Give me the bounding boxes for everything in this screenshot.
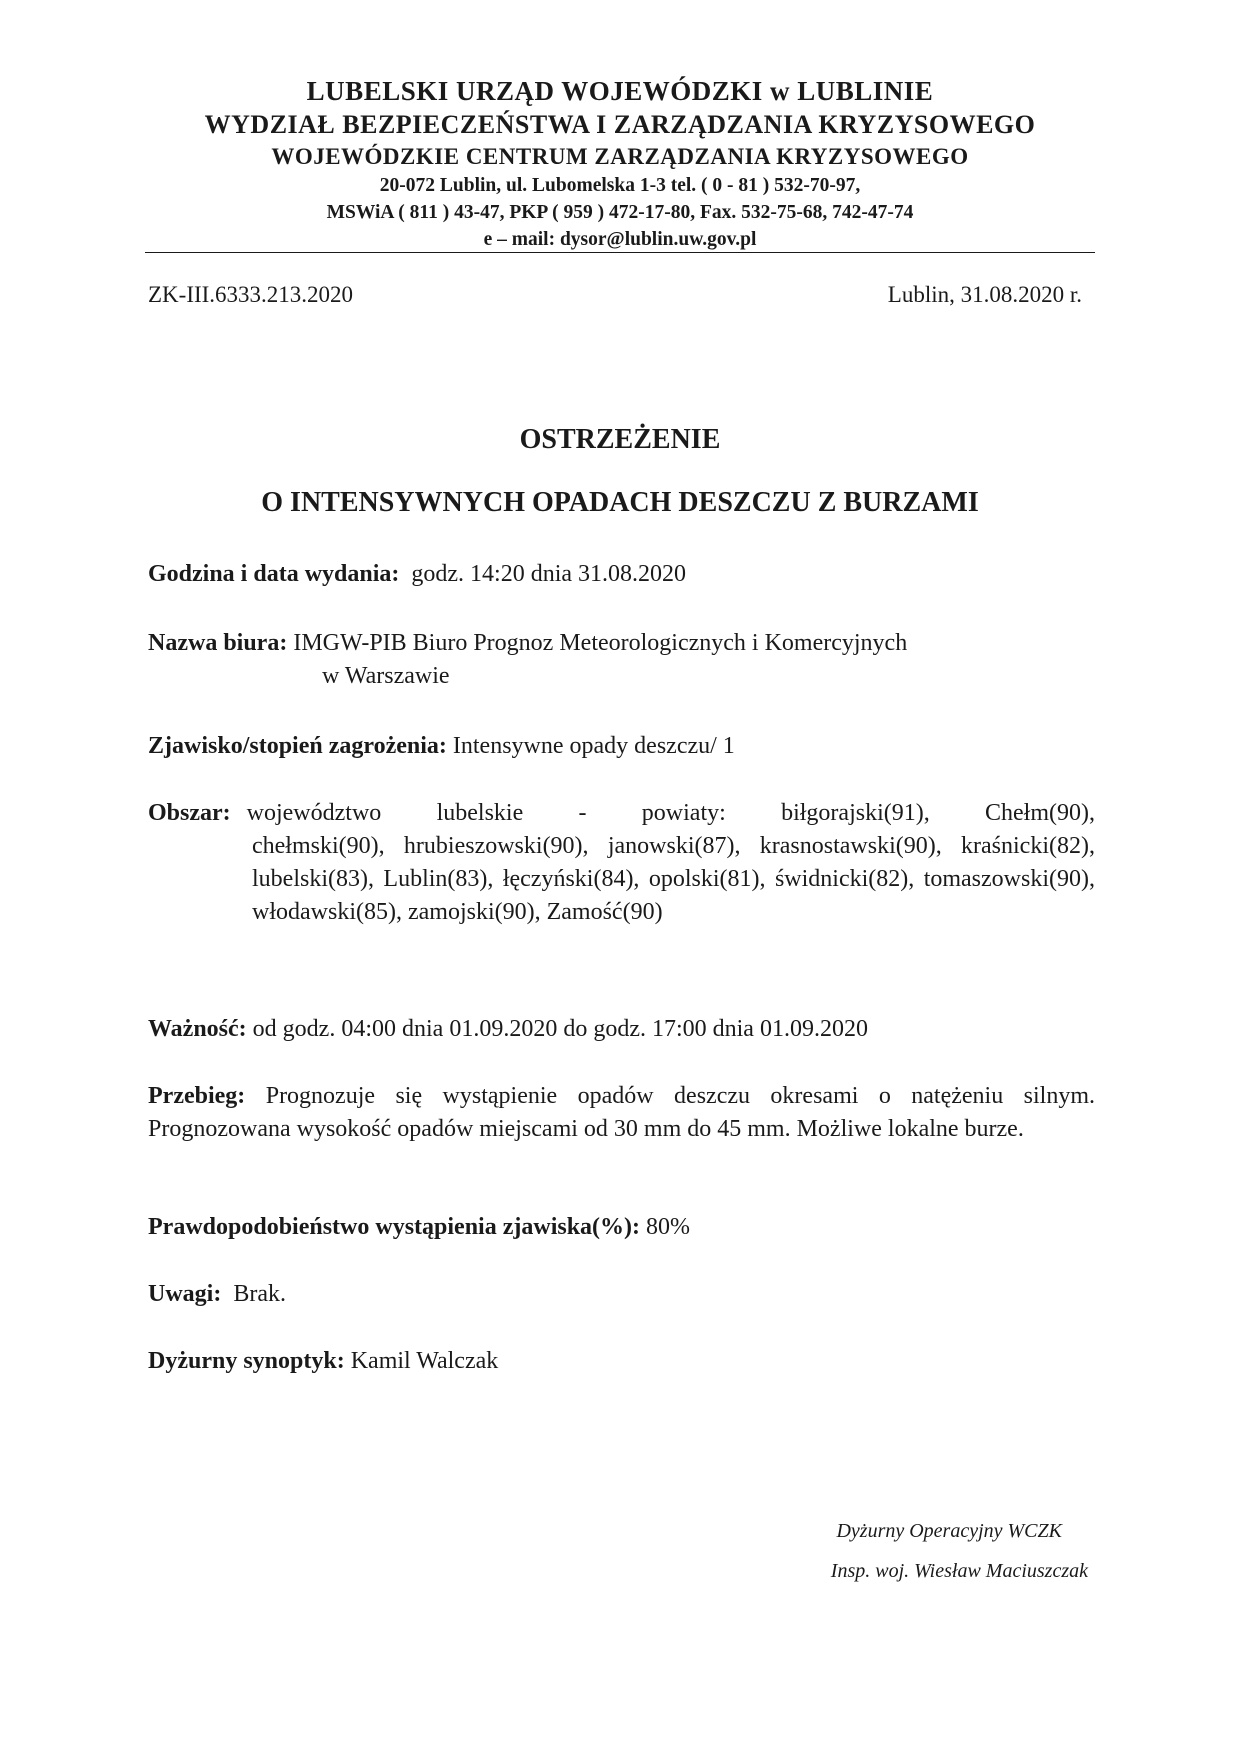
area-value-rest: chełmski(90), hrubieszowski(90), janowski(87), krasnostawski(90), kraśnicki(82), lubelski(83), Lublin(83), łęczyński(84), opolski(81), świdnicki(82), tomaszowski(90), włodawski(85), zamojski(90), Zamość(90): [252, 833, 1095, 925]
validity-section: [148, 1013, 1095, 1046]
issued-label: Godzina i data wydania:: [148, 561, 400, 587]
letterhead-center: WOJEWÓDZKIE CENTRUM ZARZĄDZANIA KRYZYSOWEGO: [271, 144, 969, 169]
letterhead-address: 20-072 Lublin, ul. Lubomelska 1-3 tel. ( 0 - 81 ) 532-70-97,: [379, 175, 861, 196]
bureau-section: [148, 627, 1095, 693]
signature-name: Insp. woj. Wiesław Maciuszczak: [830, 1560, 1088, 1582]
validity-value: od godz. 04:00 dnia 01.09.2020 do godz. 17:00 dnia 01.09.2020: [252, 1016, 868, 1042]
issued-value: godz. 14:20 dnia 31.08.2020: [411, 561, 687, 587]
document-title: OSTRZEŻENIE: [519, 424, 721, 455]
course-section: [148, 1080, 1095, 1146]
area-section: [148, 797, 1095, 929]
bureau-value-cont: w Warszawie: [322, 663, 450, 689]
probability-value: 80%: [646, 1214, 691, 1240]
place-date: Lublin, 31.08.2020 r.: [887, 282, 1082, 307]
phenomenon-label: Zjawisko/stopień zagrożenia:: [148, 733, 447, 759]
letterhead-email: e – mail: dysor@lublin.uw.gov.pl: [483, 229, 757, 250]
area-label: Obszar:: [148, 800, 231, 826]
bureau-label: Nazwa biura:: [148, 630, 288, 656]
letterhead: [145, 74, 1095, 253]
phenomenon-section: [148, 730, 1095, 763]
course-value: Prognozuje się wystąpienie opadów deszczu okresami o natężeniu silnym. Prognozowana wysokość opadów miejscami od 30 mm do 45 mm. Możliwe lokalne burze.: [148, 1083, 1095, 1142]
signature-role: Dyżurny Operacyjny WCZK: [836, 1520, 1062, 1542]
letterhead-office: LUBELSKI URZĄD WOJEWÓDZKI w LUBLINIE: [306, 76, 934, 106]
probability-label: Prawdopodobieństwo wystąpienia zjawiska(%):: [148, 1214, 641, 1240]
validity-label: Ważność:: [148, 1016, 247, 1042]
probability-section: [148, 1211, 1095, 1244]
letterhead-phones: MSWiA ( 811 ) 43-47, PKP ( 959 ) 472-17-80, Fax. 532-75-68, 742-47-74: [326, 202, 914, 223]
document-subtitle: O INTENSYWNYCH OPADACH DESZCZU Z BURZAMI: [261, 487, 979, 518]
forecaster-section: [148, 1345, 1095, 1378]
course-label: Przebieg:: [148, 1083, 246, 1109]
area-value-first: województwo lubelskie - powiaty: biłgorajski(91), Chełm(90),: [246, 800, 1095, 826]
forecaster-label: Dyżurny synoptyk:: [148, 1348, 345, 1374]
reference-number: ZK-III.6333.213.2020: [148, 282, 354, 307]
forecaster-value: Kamil Walczak: [350, 1348, 499, 1374]
remarks-label: Uwagi:: [148, 1281, 222, 1307]
issued-section: [148, 558, 1095, 591]
phenomenon-value: Intensywne opady deszczu/ 1: [452, 733, 735, 759]
letterhead-department: WYDZIAŁ BEZPIECZEŃSTWA I ZARZĄDZANIA KRYZYSOWEGO: [204, 110, 1036, 139]
remarks-section: [148, 1278, 1095, 1311]
bureau-value: IMGW-PIB Biuro Prognoz Meteorologicznych i Komercyjnych: [293, 630, 908, 656]
header-divider: [145, 252, 1095, 253]
remarks-value: Brak.: [233, 1281, 286, 1307]
